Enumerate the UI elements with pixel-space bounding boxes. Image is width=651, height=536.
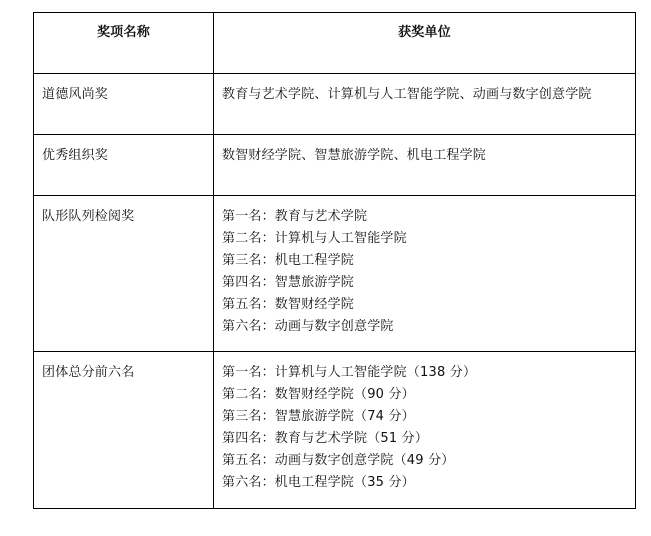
winner-line: 第三名：智慧旅游学院（74 分） xyxy=(222,409,415,424)
award-name-cell: 优秀组织奖 xyxy=(34,135,214,196)
winners-cell xyxy=(214,196,636,352)
winner-line: 第五名：动画与数字创意学院（49 分） xyxy=(222,453,455,468)
winner-line: 数智财经学院、智慧旅游学院、机电工程学院 xyxy=(222,148,487,163)
table-header-row xyxy=(34,13,636,74)
winner-line: 教育与艺术学院、计算机与人工智能学院、动画与数字创意学院 xyxy=(222,87,592,102)
winners-header: 获奖单位 xyxy=(214,13,636,74)
winner-line: 第六名：动画与数字创意学院 xyxy=(222,319,394,334)
table-row xyxy=(34,135,636,196)
award-name-header: 奖项名称 xyxy=(34,13,214,74)
winner-line: 第一名：教育与艺术学院 xyxy=(222,209,368,224)
winner-line: 第六名：机电工程学院（35 分） xyxy=(222,475,415,490)
award-name-cell: 道德风尚奖 xyxy=(34,74,214,135)
table-row xyxy=(34,196,636,352)
table-row xyxy=(34,352,636,509)
awards-table xyxy=(33,12,636,509)
winners-cell xyxy=(214,352,636,509)
award-name-cell: 团体总分前六名 xyxy=(34,352,214,509)
award-name-cell: 队形队列检阅奖 xyxy=(34,196,214,352)
table-row xyxy=(34,74,636,135)
winners-cell xyxy=(214,74,636,135)
winner-line: 第四名：智慧旅游学院 xyxy=(222,275,355,290)
winner-line: 第二名：数智财经学院（90 分） xyxy=(222,387,415,402)
winner-line: 第五名：数智财经学院 xyxy=(222,297,355,312)
winners-cell xyxy=(214,135,636,196)
winner-line: 第四名：教育与艺术学院（51 分） xyxy=(222,431,429,446)
winner-line: 第一名：计算机与人工智能学院（138 分） xyxy=(222,365,477,380)
winner-line: 第二名：计算机与人工智能学院 xyxy=(222,231,407,246)
winner-line: 第三名：机电工程学院 xyxy=(222,253,355,268)
